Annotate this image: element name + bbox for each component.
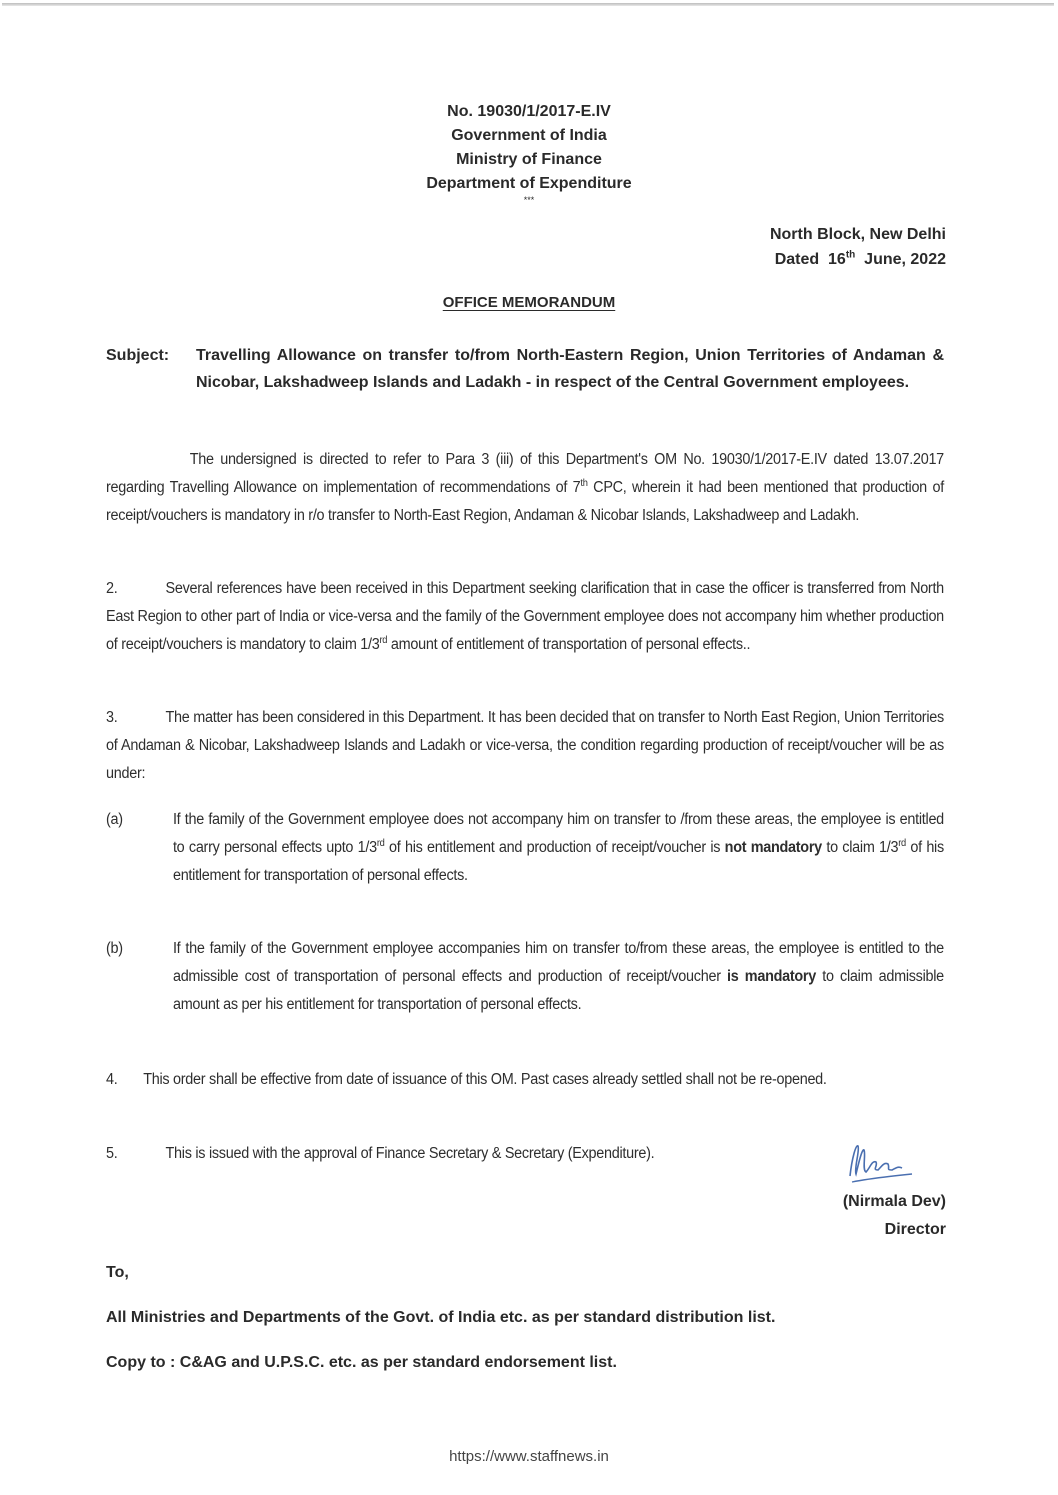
sub-item-b bbox=[106, 935, 944, 1019]
signature-icon bbox=[842, 1138, 922, 1188]
sub-item-label: (a) bbox=[106, 811, 123, 828]
paragraph-4: 4. This order shall be effective from date of issuance of this OM. Past cases already settled shall not be re-opened. bbox=[106, 1066, 944, 1094]
file-number: No. 19030/1/2017-E.IV bbox=[447, 103, 611, 120]
signatory-name: (Nirmala Dev) bbox=[842, 1193, 946, 1210]
subject-label: Subject: bbox=[106, 347, 170, 364]
distribution-block bbox=[106, 1262, 956, 1397]
copy-to: Copy to : C&AG and U.P.S.C. etc. as per standard endorsement list. bbox=[106, 1354, 617, 1371]
paragraph-number: 2. bbox=[106, 580, 118, 597]
memo-title: OFFICE MEMORANDUM bbox=[442, 294, 616, 311]
dated-prefix: Dated bbox=[774, 251, 820, 268]
signatory-designation: Director bbox=[884, 1221, 946, 1238]
department-name: Department of Expenditure bbox=[426, 175, 632, 192]
separator-stars: *** bbox=[523, 195, 535, 205]
to-label: To, bbox=[106, 1264, 129, 1281]
sub-item-text: If the family of the Government employee does not accompany him on transfer to /from these areas, the employee is entitled to carry personal effects upto 1/3rd of his entitlement and production of receipt/voucher is not mandatory to claim 1/3rd of his entitlement for transportation of personal effects. bbox=[172, 811, 944, 884]
government-name: Government of India bbox=[451, 127, 607, 144]
emphasis-is-mandatory: is mandatory bbox=[727, 968, 816, 985]
date-line bbox=[770, 247, 946, 272]
paragraph-number: 4. bbox=[106, 1071, 118, 1088]
place: North Block, New Delhi bbox=[769, 226, 946, 243]
subject-block bbox=[106, 342, 944, 396]
document-header bbox=[0, 100, 1058, 204]
signatory-block bbox=[843, 1188, 946, 1244]
date-day-suffix: th bbox=[845, 249, 856, 261]
paragraph-1: The undersigned is directed to refer to Para 3 (iii) of this Department's OM No. 19030/1/2017-E.IV dated 13.07.2017 regarding Travelling Allowance on implementation of recommendations of 7th CPC, wherein it had been mentioned that production of receipt/vouchers is mandatory in r/o transfer to North-East Region, Andaman & Nicobar Islands, Lakshadweep and Ladakh. bbox=[106, 451, 944, 524]
sub-item-a bbox=[106, 806, 944, 890]
footer-url: https://www.staffnews.in bbox=[449, 1448, 609, 1465]
paragraph-2: 2. Several references have been received in this Department seeking clarification that in case the officer is transferred from North East Region to other part of India or vice-versa and the family of the Government employee does not accompany him whether production of receipt/vouchers is mandatory to claim 1/3rd amount of entitlement of transportation of personal effects.. bbox=[106, 575, 944, 659]
emphasis-not-mandatory: not mandatory bbox=[724, 839, 822, 856]
date-day: 16 bbox=[828, 251, 846, 268]
sub-item-text: If the family of the Government employee accompanies him on transfer to/from these areas, the employee is entitled to the admissible cost of transportation of personal effects and production of receipt/voucher is mandatory to claim admissible amount as per his entitlement for transportation of personal effects. bbox=[172, 940, 944, 1013]
recipients: All Ministries and Departments of the Govt. of India etc. as per standard distribution list. bbox=[106, 1309, 776, 1326]
paragraph-number: 3. bbox=[106, 709, 118, 726]
paragraph-number: 5. bbox=[106, 1145, 118, 1162]
date-month-year: June, 2022 bbox=[864, 251, 946, 268]
paragraph-3: 3. The matter has been considered in this Department. It has been decided that on transfer to North East Region, Union Territories of Andaman & Nicobar, Lakshadweep Islands and Ladakh or vice-versa, the condition regarding production of receipt/voucher will be as under: bbox=[106, 704, 944, 788]
sub-item-label: (b) bbox=[106, 940, 123, 957]
page-top-edge bbox=[2, 3, 1054, 6]
subject-text: Travelling Allowance on transfer to/from North-Eastern Region, Union Territories of Andaman & Nicobar, Lakshadweep Islands and Ladakh - in respect of the Central Government employees. bbox=[196, 347, 944, 391]
ministry-name: Ministry of Finance bbox=[456, 151, 602, 168]
place-date-block bbox=[770, 222, 946, 272]
paragraph-5: 5. This is issued with the approval of Finance Secretary & Secretary (Expenditure). bbox=[106, 1140, 813, 1168]
